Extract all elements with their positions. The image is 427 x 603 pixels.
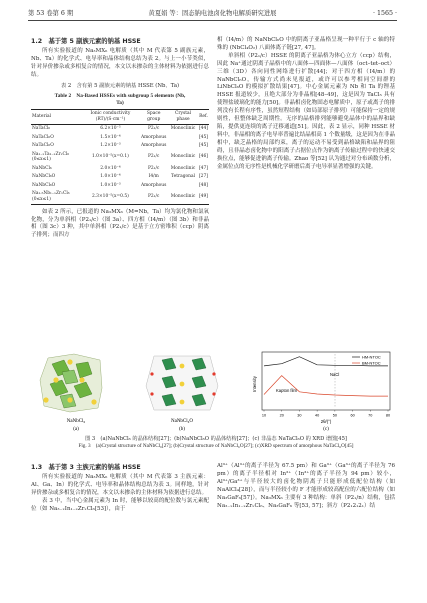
x-tick-label: 50 xyxy=(332,413,337,418)
table-row xyxy=(31,133,209,142)
x-tick-label: 30 xyxy=(297,413,302,418)
table-cell: P2₁/c xyxy=(147,165,160,171)
header-title: 黄夏娟 等：固态钠电池卤化物电解质研究进展 xyxy=(148,10,277,17)
table-header-cell: Ref. xyxy=(198,109,209,124)
running-header xyxy=(28,8,397,21)
table-cell: [44] xyxy=(198,126,208,132)
crystal-structure-b xyxy=(136,352,228,414)
table-cell: NaTaCl₆O xyxy=(32,134,54,140)
table-row xyxy=(31,164,209,173)
table-row xyxy=(31,173,209,182)
page-number: · 1565 · xyxy=(372,10,397,17)
table-header-cell: Ionic conductivity (RT)/(S·cm⁻¹) xyxy=(82,109,140,124)
table-cell: NaTaCl₆ xyxy=(32,126,51,132)
table-cell: Monoclinic xyxy=(170,165,196,171)
table-cell: Na₁.₅Nb₁₋ₓZrₓCl₆ (0≤x≤1) xyxy=(31,190,82,205)
x-tick-label: 40 xyxy=(315,413,320,418)
crystal-structure-a xyxy=(36,352,116,414)
figure-caption xyxy=(30,436,402,451)
table-caption-en xyxy=(31,93,209,107)
table-cell: Amorphous xyxy=(140,143,167,149)
legend-bm: BM-NTOC xyxy=(362,360,381,366)
table-cell: [49] xyxy=(198,190,209,205)
table-header-cell: Crystal phase xyxy=(168,109,198,124)
panel-label-c: (c) xyxy=(323,427,329,432)
table-row xyxy=(31,124,209,133)
annotation-kapton: Kapton film xyxy=(276,388,297,393)
figure-3 xyxy=(30,350,402,432)
paragraph: 表 3 中，当中心金属元素为 In 时，能够以较高的配位数与氯元素配位（如 Na₃₋ₓIn₁₋ₓZrₓCl₆[53]），由于 xyxy=(31,497,209,512)
section-heading-1-2: 1.2 基于第 5 副族元素的钠基 HSSE xyxy=(31,38,141,45)
table-cell: P2₁/c xyxy=(147,154,160,160)
table-cell: P2₁/c xyxy=(147,126,160,132)
table-caption-en-line2: Ta) xyxy=(116,99,124,106)
panel-label-a: (a) xyxy=(73,427,79,432)
table-row xyxy=(31,190,209,205)
table-cell: 1.2×10⁻³ xyxy=(100,143,121,149)
table-header-row xyxy=(31,109,209,124)
table-cell: 6.2×10⁻⁵ xyxy=(100,126,121,132)
annotation-nacl: NaCl xyxy=(330,372,340,377)
table-body xyxy=(31,124,209,204)
table-cell: [46] xyxy=(198,154,208,160)
right-column-top xyxy=(217,37,395,171)
table-row xyxy=(31,150,209,164)
table-cell: NaNbCl₆ xyxy=(32,165,52,171)
table-cell: P2₁/c xyxy=(139,190,168,205)
xrd-x-ticks xyxy=(262,410,390,418)
x-tick-label: 60 xyxy=(350,413,355,418)
table-row xyxy=(31,181,209,190)
paragraph: 所有实验报道的 Na₃MX₆ 电解质（其中 M 代表第 3 主族元素：Al、Ga、In）的化学式、电导率和晶体结构总结为表 3。同样地，针对异价掺杂或多相复合的情况，本文以未掺杂的主体材料为依据进行总结。 xyxy=(31,474,209,496)
figure-3-graphic xyxy=(30,350,402,432)
right-column-bottom xyxy=(217,463,395,510)
x-tick-label: 70 xyxy=(368,413,373,418)
table-cell: Monoclinic xyxy=(168,190,198,205)
paragraph: 单斜相（P2₁/c）HSSE 的阴离子亚晶格为体心立方（ccp）结构，因此 Na⁺通过阴离子晶格中的八面体—四面体—八面体（oct–tet–oct）三维（3D）各向同性网络进行扩散[44]；对于四方相（I4/m）的 NaNbCl₆O，传输方式尚未见报道，或许可以参考相同空间群的 LiNbCl₆O 的模拟扩散结果[47]。中心金属元素为 Nb 和 Ta 的锂基 HSSE 报道较少，且绝大部分为非晶相[48–49]，这是因为 TaCl₅ 具有使锂盐玻璃化的能力[50]。非晶相卤化物固态电解质中，原子或离子的排列没有长程有序性，虽然短程结构（如局部原子排列）可能保持一定的规则性，但整体缺乏周期性。无序的晶格排列能够避免晶体中的晶界和缺陷，提供更连续的离子迁移通道[51]。因此，表 2 显示，同种 HSSE 材料中，非晶相的离子电导率普遍比结晶相高 1 个数量级，这是因为在非晶相中，缺乏晶格的局部约束，离子的运动不易受到晶格缺陷和晶界的阻碍，且非晶态卤化物中的阳离子占据位点作为钠离子传输过程中的快速交换位点，能够促进钠离子传输。Zhao 等[52] 认为通过对分布函数分析，金属位点的无序性是机械化学研磨后离子电导率显著增强的关键。 xyxy=(217,52,395,170)
table-cell: 1.0×10⁻⁵(x=0.1) xyxy=(91,154,129,160)
figure-caption-cn: 图 3 (a)NaNbCl₆ 的晶体结构[27]；(b)NaNbCl₆O 的晶体结构[27]；(c) 非晶态 NaTaCl₆O 的 XRD 谱图[45] xyxy=(85,436,347,442)
table-row xyxy=(31,142,209,151)
table-cell: [45] xyxy=(198,134,208,140)
table-cell xyxy=(168,181,198,190)
paragraph: 所有实验报道的 Na₃MX₆ 电解质（其中 M 代表第 5 副族元素，Nb、Ta）的化学式、电导率和晶体结构总结为表 2。与上一小节类似，针对异价掺杂或多相复合的情况，本文以未掺杂的主体材料为依据进行总结。 xyxy=(31,48,209,78)
table-cell: [27] xyxy=(198,174,208,180)
table-cell: Na₁₋ₓTa₁₋ₓZrₓCl₆ (0≤x≤1) xyxy=(32,151,70,163)
x-tick-label: 80 xyxy=(385,413,391,418)
left-column-top xyxy=(31,37,209,240)
table-caption-cn: 表 2 含有第 5 副族元素的钠基 HSSE (Nb、Ta) xyxy=(60,82,180,89)
left-column-bottom xyxy=(31,463,209,514)
journal-volume: 第 53 卷第 6 期 xyxy=(28,10,74,17)
table-cell: I4/m xyxy=(148,174,159,180)
table-cell xyxy=(168,142,198,151)
paragraph: 相（I4/m）的 NaNbCl₆O 中的阴离子亚晶格呈现一种平行于 c 轴的特殊的 (NbCl₄O₂) 八面体离子链[27, 47]。 xyxy=(217,37,395,51)
x-axis-label: 2θ/(°) xyxy=(320,419,332,424)
paragraph: 如表 2 所示，已报道的 Na₃MX₆（M=Nb，Ta）均为氯化物和氯氧化物，分为单斜相（P2₁/c）（图 3a）、四方相（I4/m）（图 3b）和非晶相（图 3c）3 种，其中单斜相（P2₁/c）是基于立方密堆积（ccp）阴离子排列；而四方 xyxy=(31,208,209,239)
table-cell xyxy=(168,133,198,142)
table-cell: NaNbCl₆O xyxy=(32,182,56,188)
table-cell: Monoclinic xyxy=(170,126,196,132)
figure-caption-en: Fig. 3 (a)Crystal structure of NaNbCl₆[27]; (b)Crystal structure of NaNbCl₆O[27]; (c)XRD spectrum of amorphous NaTaCl₆O[45] xyxy=(78,443,354,450)
table-cell: 2.0×10⁻⁴ xyxy=(100,165,121,171)
table-header-cell: Material xyxy=(31,109,82,124)
table-cell: 1.0×10⁻³ xyxy=(100,182,121,188)
table-cell: Amorphous xyxy=(140,182,167,188)
table-cell: Amorphous xyxy=(140,134,167,140)
legend-hm: HM-NTOC xyxy=(362,354,381,360)
xrd-series-bm-ntoc xyxy=(264,376,388,397)
table-cell: Monoclinic xyxy=(170,154,196,160)
table-cell: [48] xyxy=(198,182,208,188)
table-cell: [47] xyxy=(198,165,208,171)
x-tick-label: 20 xyxy=(279,413,284,418)
table-cell: NaNbCl₆O xyxy=(32,174,56,180)
table-cell: [45] xyxy=(198,143,208,149)
table-cell: 1.5×10⁻⁴ xyxy=(100,134,121,140)
figure-label-a: NaNbCl₆ xyxy=(66,419,86,424)
table-caption-en-line1: Table 2 Na-Based HSSEs with subgroup 5 elements (Nb, xyxy=(54,92,186,99)
figure-label-b: NaNbCl₆O xyxy=(170,419,194,424)
table-cell: NaTaCl₆O xyxy=(32,143,54,149)
table-cell: 2.3×10⁻⁵(x=0.5) xyxy=(82,190,140,205)
table-header-cell: Space group xyxy=(139,109,168,124)
table-cell: Tetragonal xyxy=(171,174,196,180)
panel-label-b: (b) xyxy=(179,427,185,432)
x-tick-label: 10 xyxy=(261,413,267,418)
xrd-chart xyxy=(252,352,390,424)
table-2 xyxy=(31,109,209,205)
section-heading-1-3: 1.3 基于第 3 主族元素的钠基 HSSE xyxy=(31,464,141,471)
table-cell: 1.0×10⁻⁴ xyxy=(100,174,121,180)
paragraph: Al³⁺（Al³⁺的离子半径为 67.5 pm）和 Ga³⁺（Ga³⁺的离子半径为 76 pm）的离子半径相对 In³⁺（In³⁺的离子半径为 94 pm）较小，Al³⁺/Ga³⁺与半径较大的卤化物阴离子只能形成低配位结构（如 NaAlCl₄[28]），而与半径较小的 F 才能形成较高配位的六配位结构（如 Na₃GaF₆[57]）。Na₃MX₆ 主要有 3 种结构：单斜（P2₁/n）结构，包括 Na₃₋ₓIn₁₋ₓZrₓCl₆、Na₃GaF₆ 等[53, 57]；斜方（P2₁2₁2₁）结 xyxy=(217,463,395,509)
y-axis-label: Intensity xyxy=(252,376,257,392)
